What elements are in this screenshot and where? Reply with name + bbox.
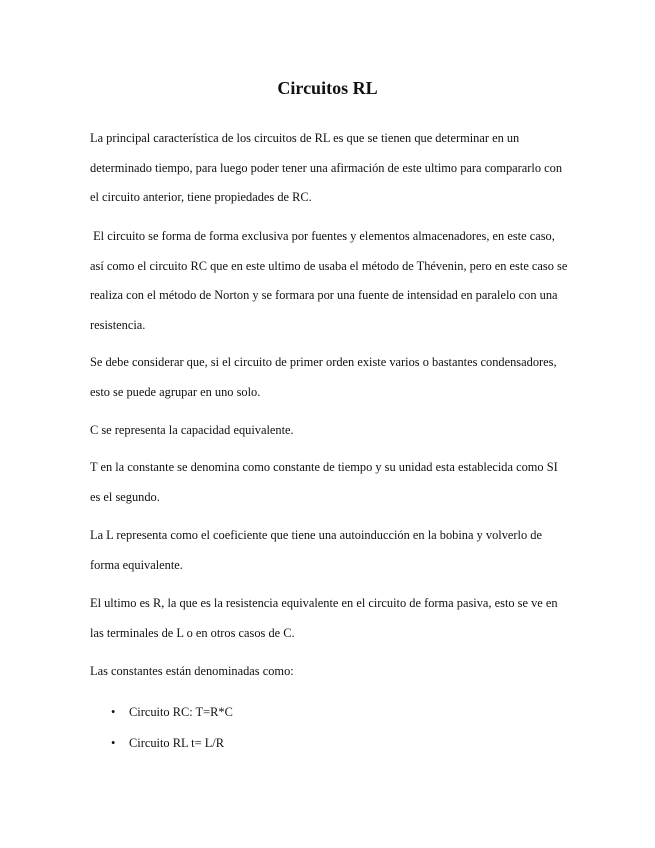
bullet-icon: • <box>111 735 116 750</box>
paragraph-constants-intro: Las constantes están denominadas como: <box>90 664 294 678</box>
list-item <box>90 697 568 728</box>
document-title: Circuitos RL <box>277 78 378 98</box>
list-item-text: Circuito RL t= L/R <box>129 735 224 750</box>
list-item <box>90 728 568 759</box>
paragraph-c-capacity: C se representa la capacidad equivalente. <box>90 423 294 437</box>
list-item-text: Circuito RC: T=R*C <box>129 705 233 719</box>
paragraph-circuit-formation: El circuito se forma de forma exclusiva por fuentes y elementos almacenadores, en este caso, así como el circuito RC que en este ultimo de usaba el método de Thévenin, pero en este caso se realiza con el método de Norton y se formara por una fuente de intensidad en paralelo con una resistencia. <box>90 229 571 332</box>
paragraph-resistance: El ultimo es R, la que es la resistencia equivalente en el circuito de forma pasiva, esto se ve en las terminales de L o en otros casos de C. <box>90 596 558 640</box>
paragraph-capacitors: Se debe considerar que, si el circuito de primer orden existe varios o bastantes condensadores, esto se puede agrupar en uno solo. <box>90 355 557 399</box>
paragraph-rl-characteristics: La principal característica de los circuitos de RL es que se tienen que determinar en un determinado tiempo, para luego poder tener una afirmación de este ultimo para compararlo con el circuito anterior, tiene propiedades de RC. <box>90 131 563 204</box>
constants-list <box>90 697 568 758</box>
paragraph-inductance: La L representa como el coeficiente que tiene una autoinducción en la bobina y volverlo de forma equivalente. <box>90 528 542 572</box>
bullet-icon: • <box>111 705 116 719</box>
paragraph-time-constant: T en la constante se denomina como constante de tiempo y su unidad esta establecida como SI es el segundo. <box>90 460 558 504</box>
